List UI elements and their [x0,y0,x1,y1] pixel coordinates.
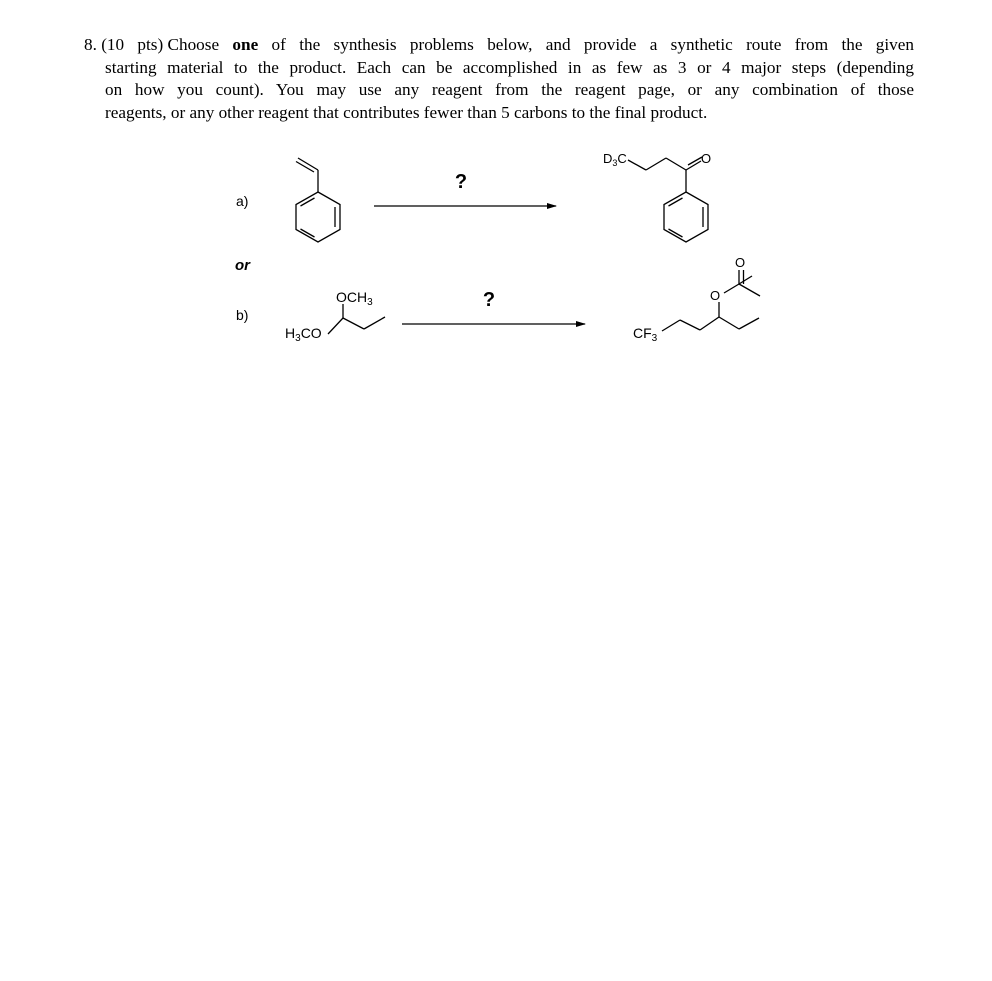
chain-bond [739,318,759,329]
part-b-label: b) [236,307,249,323]
cd3-label [603,151,627,168]
chain-bond [364,317,385,329]
question-line-3: on how you count). You may use any reagent from the reagent page, or any combination of those [105,80,914,99]
arrow-a-question-mark: ? [454,171,468,193]
question-text-pre: Choose [167,35,233,54]
product-a-structure [628,157,708,242]
aldehyde-oxygen-label: O [701,151,712,166]
benzene-ring [296,192,340,242]
vinyl-double-bond [296,162,314,173]
carbonyl-oxygen-label: O [735,255,746,270]
chain-bond [343,318,364,329]
arrow-b-question-mark: ? [482,289,496,311]
chain-bond [646,158,666,170]
h3co-h: H [285,325,296,341]
chain-bond [662,320,680,331]
question-emphasis: one [232,35,259,54]
question-line-2: starting material to the product. Each can be accomplished in as few as 3 or 4 major steps (depending [105,57,914,77]
question-line-4: reagents, or any other reagent that contributes fewer than 5 carbons to the final product. [105,102,708,122]
question-number: 8. [84,35,97,54]
och3-top-text: OCH [336,289,368,305]
chain-bond [719,317,739,329]
och3-top-sub: 3 [367,297,373,308]
dimethoxybutane-structure [328,304,385,334]
och3-top-label [336,289,373,308]
chain-bond [700,317,719,330]
part-a-label: a) [236,193,249,209]
styrene-structure [296,158,340,242]
chain-bond [666,158,686,170]
ring-double-bond [301,198,315,206]
chain-bond [628,160,646,170]
h3co-left-label [285,325,322,344]
ester-bond [724,284,739,293]
ring-double-bond [669,198,683,206]
isopropyl-bond [739,284,760,296]
isopropyl-bond [739,276,752,284]
cd3-label-d: D [603,151,613,166]
ester-oxygen-label: O [710,288,721,303]
cf3-sub: 3 [651,333,658,344]
cf3-text: CF [633,325,652,341]
cd3-label-c: C [617,151,627,166]
chain-bond [680,320,700,330]
benzene-ring [664,192,708,242]
h3co-co: CO [300,325,322,341]
cd3-label-sub: 3 [612,158,618,168]
cf3-label [633,325,658,344]
question-text-post: of the synthesis problems below, and provide a synthetic route from the given [258,35,914,54]
question-points: (10 pts) [101,35,164,54]
or-separator: or [235,257,250,274]
chain-bond [328,318,343,334]
h3co-sub: 3 [295,333,301,344]
